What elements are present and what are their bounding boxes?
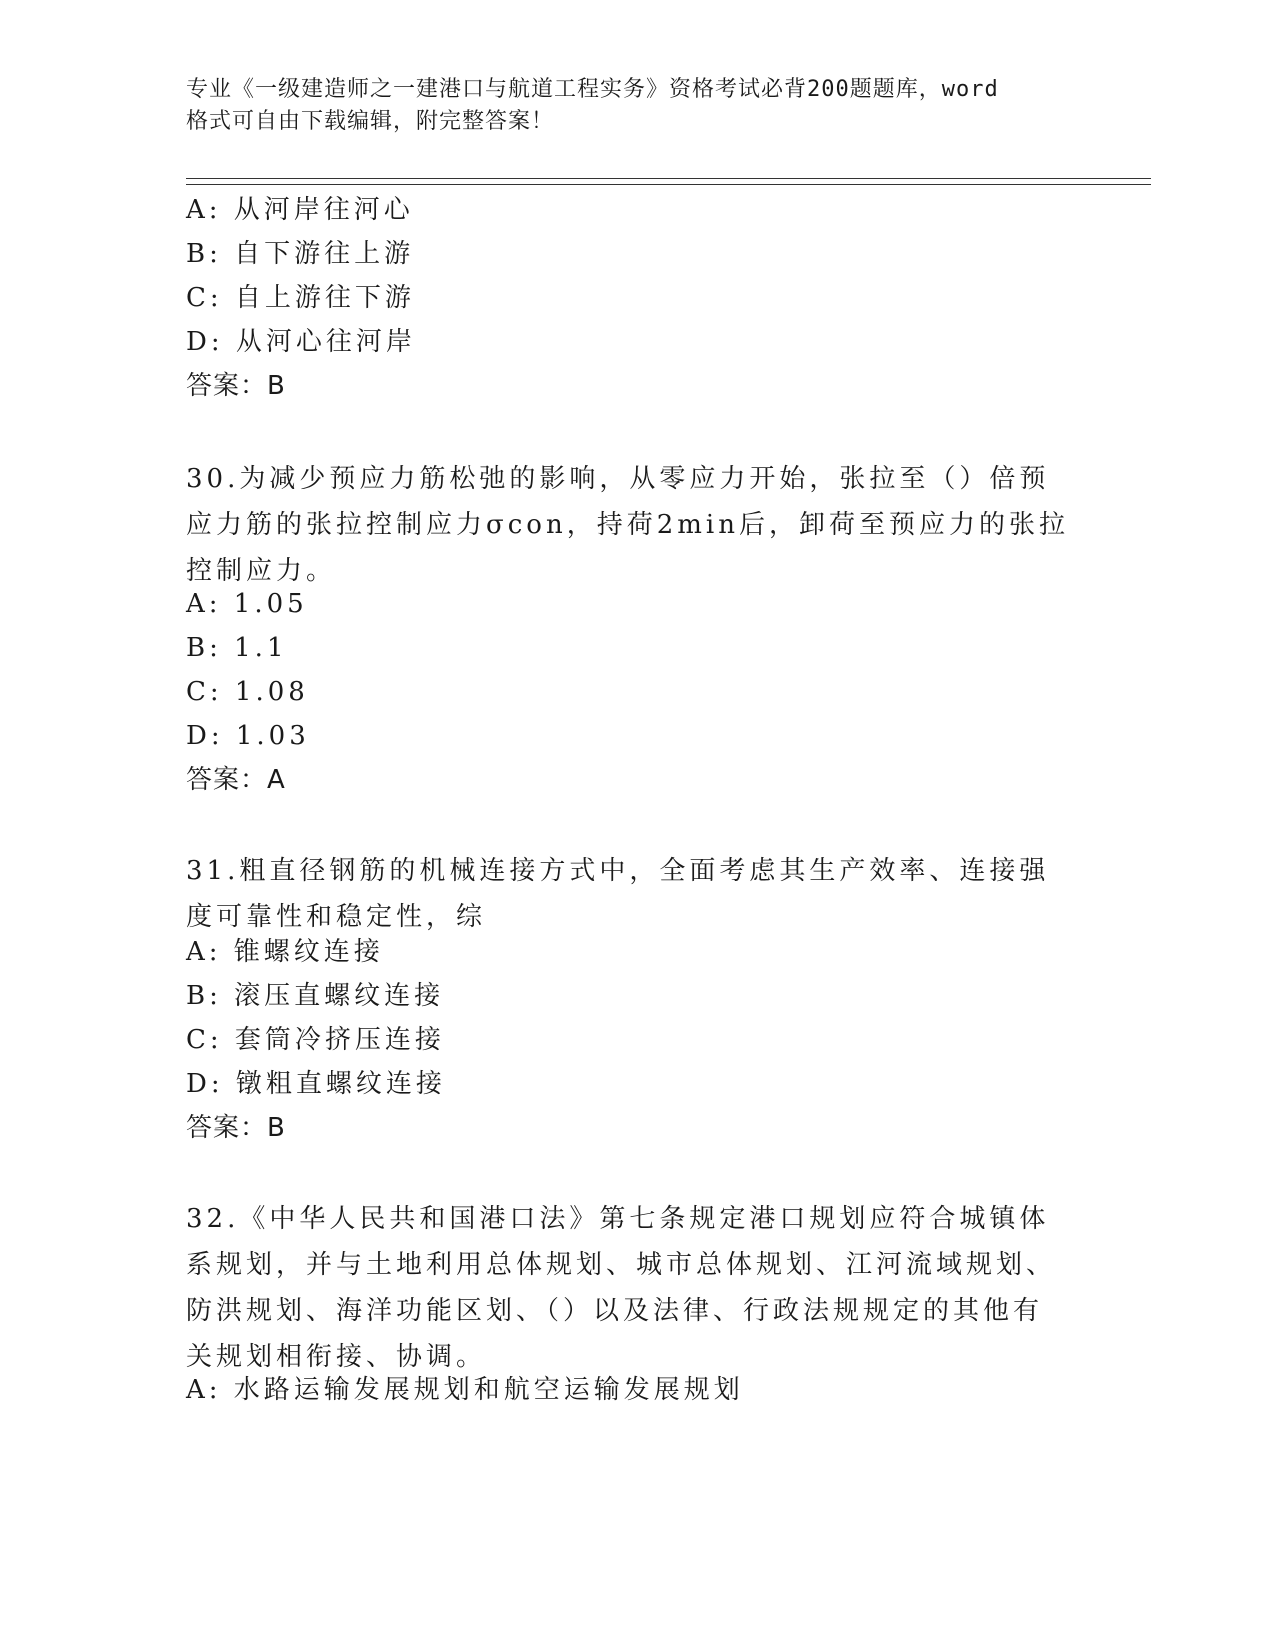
document-header [186, 74, 1066, 138]
q29-option-d: D: 从河心往河岸 [186, 327, 416, 357]
q31-option-c: C: 套筒冷挤压连接 [186, 1025, 445, 1055]
q30-answer: 答案：A [186, 765, 286, 795]
header-line-1: 专业《一级建造师之一建港口与航道工程实务》资格考试必背200题题库，word [186, 77, 999, 102]
q29-option-b: B: 自下游往上游 [186, 239, 415, 269]
q31-option-a: A: 锥螺纹连接 [186, 937, 384, 967]
q29-answer: 答案：B [186, 371, 286, 401]
q31-stem: 31.粗直径钢筋的机械连接方式中，全面考虑其生产效率、连接强度可靠性和稳定性，综 [186, 856, 1050, 932]
q30-stem: 30.为减少预应力筋松弛的影响，从零应力开始，张拉至（）倍预应力筋的张拉控制应力σcon，持荷2min后，卸荷至预应力的张拉控制应力。 [186, 464, 1069, 586]
header-line-2: 格式可自由下载编辑，附完整答案！ [186, 109, 555, 134]
q32-stem: 32.《中华人民共和国港口法》第七条规定港口规划应符合城镇体系规划，并与土地利用总体规划、城市总体规划、江河流域规划、防洪规划、海洋功能区划、（）以及法律、行政法规规定的其他有关规划相衔接、协调。 [186, 1204, 1057, 1372]
q31-answer: 答案：B [186, 1113, 286, 1143]
header-divider-top [186, 178, 1151, 179]
header-divider-bottom [186, 184, 1151, 185]
q29-option-c: C: 自上游往下游 [186, 283, 415, 313]
q30-option-c: C: 1.08 [186, 677, 309, 707]
q32-option-a: A: 水路运输发展规划和航空运输发展规划 [186, 1375, 744, 1405]
q31-option-b: B: 滚压直螺纹连接 [186, 981, 445, 1011]
q30-option-b: B: 1.1 [186, 633, 288, 663]
q29-option-a: A: 从河岸往河心 [186, 195, 414, 225]
q30-option-a: A: 1.05 [186, 589, 308, 619]
q30-option-d: D: 1.03 [186, 721, 310, 751]
q31-option-d: D: 镦粗直螺纹连接 [186, 1069, 446, 1099]
